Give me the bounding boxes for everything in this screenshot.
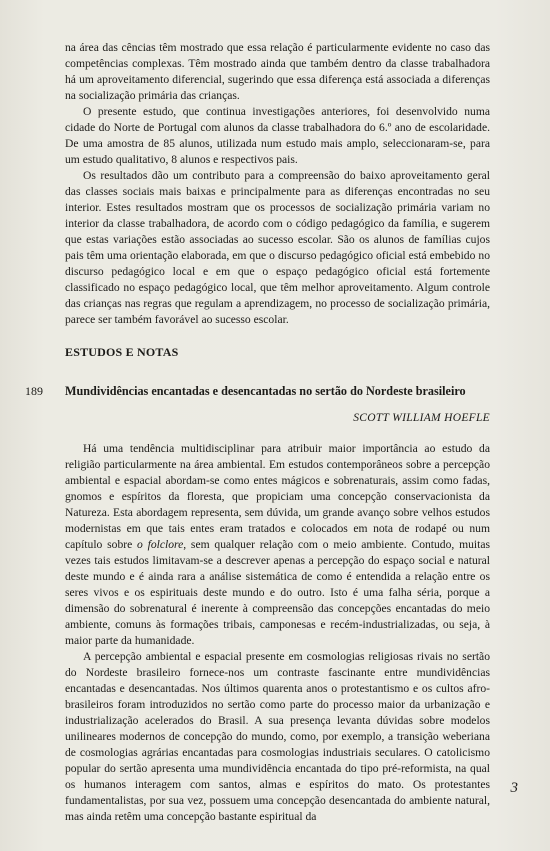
paragraph-text: Há uma tendência multidisciplinar para atribuir maior importância ao estudo da religião particularmente na área ambiental. Em estudos contemporâneos sobre a percepção ambiental e espacial abordam-se como entes mágicos e sobrenaturais, assim como fadas, gnomos e espíritos da floresta, que propiciam uma concepção conservacionista da Natureza. Esta abordagem representa, sem dúvida, um grande avanço sobre velhos estudos modernistas em que tais entes eram tratados e colocados em nota de rodapé ou num capítulo sobre [65, 442, 490, 551]
article-abstract [65, 441, 490, 825]
section-heading: ESTUDOS E NOTAS [65, 345, 179, 359]
article-author: SCOTT WILLIAM HOEFLE [353, 412, 490, 424]
previous-article-abstract [65, 40, 490, 328]
italic-term: o folclore [137, 538, 184, 551]
article-number: 189 [25, 384, 43, 398]
abstract-paragraph: Os resultados dão um contributo para a compreensão do baixo aproveitamento geral das classes sociais mais baixas e principalmente para as diferenças encontradas no seu interior. Estes resultados mostram que os processos de socialização primária variam no interior da classe trabalhadora, de acordo com o código pedagógico da família, e sugerem que estas variações estão associadas ao sucesso escolar. São os alunos de famílias cujos pais têm uma orientação elaborada, em que o discurso pedagógico oficial está embebido no discurso pedagógico local e em que o espaço pedagógico oficial está fortemente classificado no espaço pedagógico local, que têm melhor aproveitamento. Algum controle das crianças nas regras que regulam a aprendizagem, no processo de socialização primária, parece ser também favorável ao sucesso escolar. [65, 169, 490, 326]
article-paragraph [65, 441, 490, 649]
abstract-paragraph: O presente estudo, que continua investigações anteriores, foi desenvolvido numa cidade do Norte de Portugal com alunos da classe trabalhadora do 6.º ano de escolaridade. De uma amostra de 85 alunos, utilizada num estudo mais amplo, seleccionaram-se, para um estudo qualitativo, 8 alunos e respectivos pais. [65, 105, 490, 166]
page-number: 3 [510, 780, 518, 796]
paragraph-text: , sem qualquer relação com o meio ambiente. Contudo, muitas vezes tais estudos limitavam-se a descrever apenas a percepção do espaço social e natural deste mundo e é ainda rara a análise sistemática de como é entendida a relação entre os seres vivos e os espirituais deste mundo e do outro. Isto é uma falha séria, porque a dimensão do sobrenatural é inerente à compreensão das concepções encantadas do meio ambiente, comuns às formações tribais, camponesas e recém-industrializadas, ou seja, à maior parte da humanidade. [65, 538, 490, 647]
article-paragraph: A percepção ambiental e espacial presente em cosmologias religiosas rivais no sertão do Nordeste brasileiro fornece-nos um contraste fascinante entre mundividências encantadas e desencantadas. Nos últimos quarenta anos o protestantismo e os cultos afro-brasileiros foram introduzidos no sertão como parte do processo maior da urbanização e industrialização acelerados do Brasil. A sua presença levanta dúvidas sobre modelos unilineares modernos de concepção do mundo, como, por exemplo, a transição weberiana de cosmologias agrárias encantadas para cosmologias industriais seculares. O catolicismo popular do sertão apresenta uma mundividência encantada do tipo pré-reformista, na qual os humanos interagem com santos, almas e espíritos do mato. Os protestantes fundamentalistas, por sua vez, possuem uma concepção desencantada do ambiente natural, mas ainda retêm uma concepção bastante espiritual da [65, 650, 490, 823]
abstract-paragraph: na área das cências têm mostrado que essa relação é particularmente evidente no caso das competências complexas. Têm mostrado ainda que também dentro da classe trabalhadora há um aproveitamento diferencial, sugerindo que essa diferença está associada a diferenças na socialização primária das crianças. [65, 41, 490, 102]
article-title: Mundividências encantadas e desencantadas no sertão do Nordeste brasileiro [65, 384, 466, 398]
